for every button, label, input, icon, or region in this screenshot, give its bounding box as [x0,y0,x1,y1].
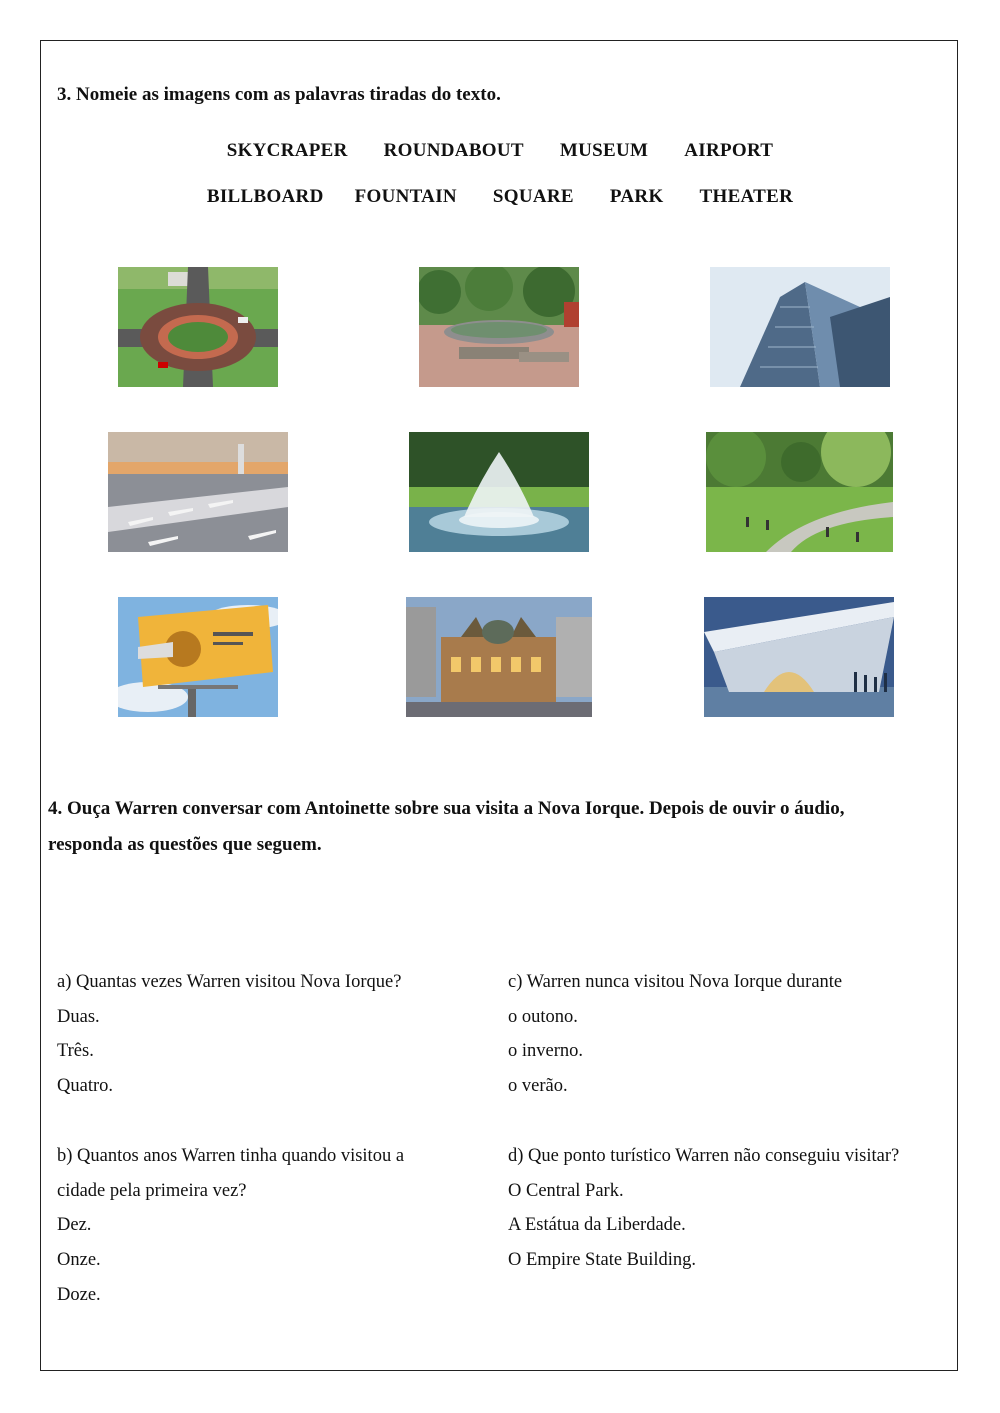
word-airport: AIRPORT [684,140,774,161]
question-c-option-1[interactable]: o outono. [508,1006,578,1027]
exercise-4-title-line-1: 4. Ouça Warren conversar com Antoinette sobre sua visita a Nova Iorque. Depois de ouvir o áudio, [48,798,845,819]
exercise-3-title: 3. Nomeie as imagens com as palavras tiradas do texto. [57,84,501,105]
question-a [57,965,401,1104]
question-a-option-3[interactable]: Quatro. [57,1076,113,1097]
word-skycraper: SKYCRAPER [226,140,348,161]
question-d [508,1139,899,1278]
question-c-text: c) Warren nunca visitou Nova Iorque durante [508,972,843,992]
theater-image [406,597,592,717]
question-b [57,1139,404,1313]
museum-image [704,597,894,717]
word-bank-row-1 [0,140,1000,162]
park-image [706,432,893,552]
question-c [508,965,842,1104]
word-park: PARK [609,186,664,207]
fountain-image [409,432,589,552]
word-billboard: BILLBOARD [206,186,324,207]
word-theater: THEATER [699,186,794,207]
skyscraper-image [710,267,890,387]
question-b-option-3[interactable]: Doze. [57,1284,101,1305]
question-a-option-1[interactable]: Duas. [57,1006,100,1027]
question-d-option-2[interactable]: A Estátua da Liberdade. [508,1215,686,1236]
question-b-text-line-1: b) Quantos anos Warren tinha quando visitou a [57,1146,405,1166]
question-a-option-2[interactable]: Três. [57,1041,94,1062]
question-b-option-1[interactable]: Dez. [57,1215,92,1236]
question-a-text: a) Quantas vezes Warren visitou Nova Iorque? [57,972,402,992]
word-square: SQUARE [492,186,574,207]
roundabout-image [118,267,278,387]
question-c-option-3[interactable]: o verão. [508,1076,568,1097]
billboard-image [118,597,278,717]
exercise-4-title-line-2: responda as questões que seguem. [48,834,322,855]
square-image [419,267,579,387]
word-bank-row-2 [0,186,1000,208]
word-museum: MUSEUM [559,140,649,161]
airport-image [108,432,288,552]
word-fountain: FOUNTAIN [354,186,457,207]
question-d-option-1[interactable]: O Central Park. [508,1180,624,1201]
word-roundabout: ROUNDABOUT [383,140,524,161]
question-d-option-3[interactable]: O Empire State Building. [508,1250,697,1271]
question-b-text-line-2: cidade pela primeira vez? [57,1180,247,1201]
question-c-option-2[interactable]: o inverno. [508,1041,584,1062]
question-b-option-2[interactable]: Onze. [57,1250,101,1271]
question-d-text: d) Que ponto turístico Warren não conseguiu visitar? [508,1146,900,1166]
